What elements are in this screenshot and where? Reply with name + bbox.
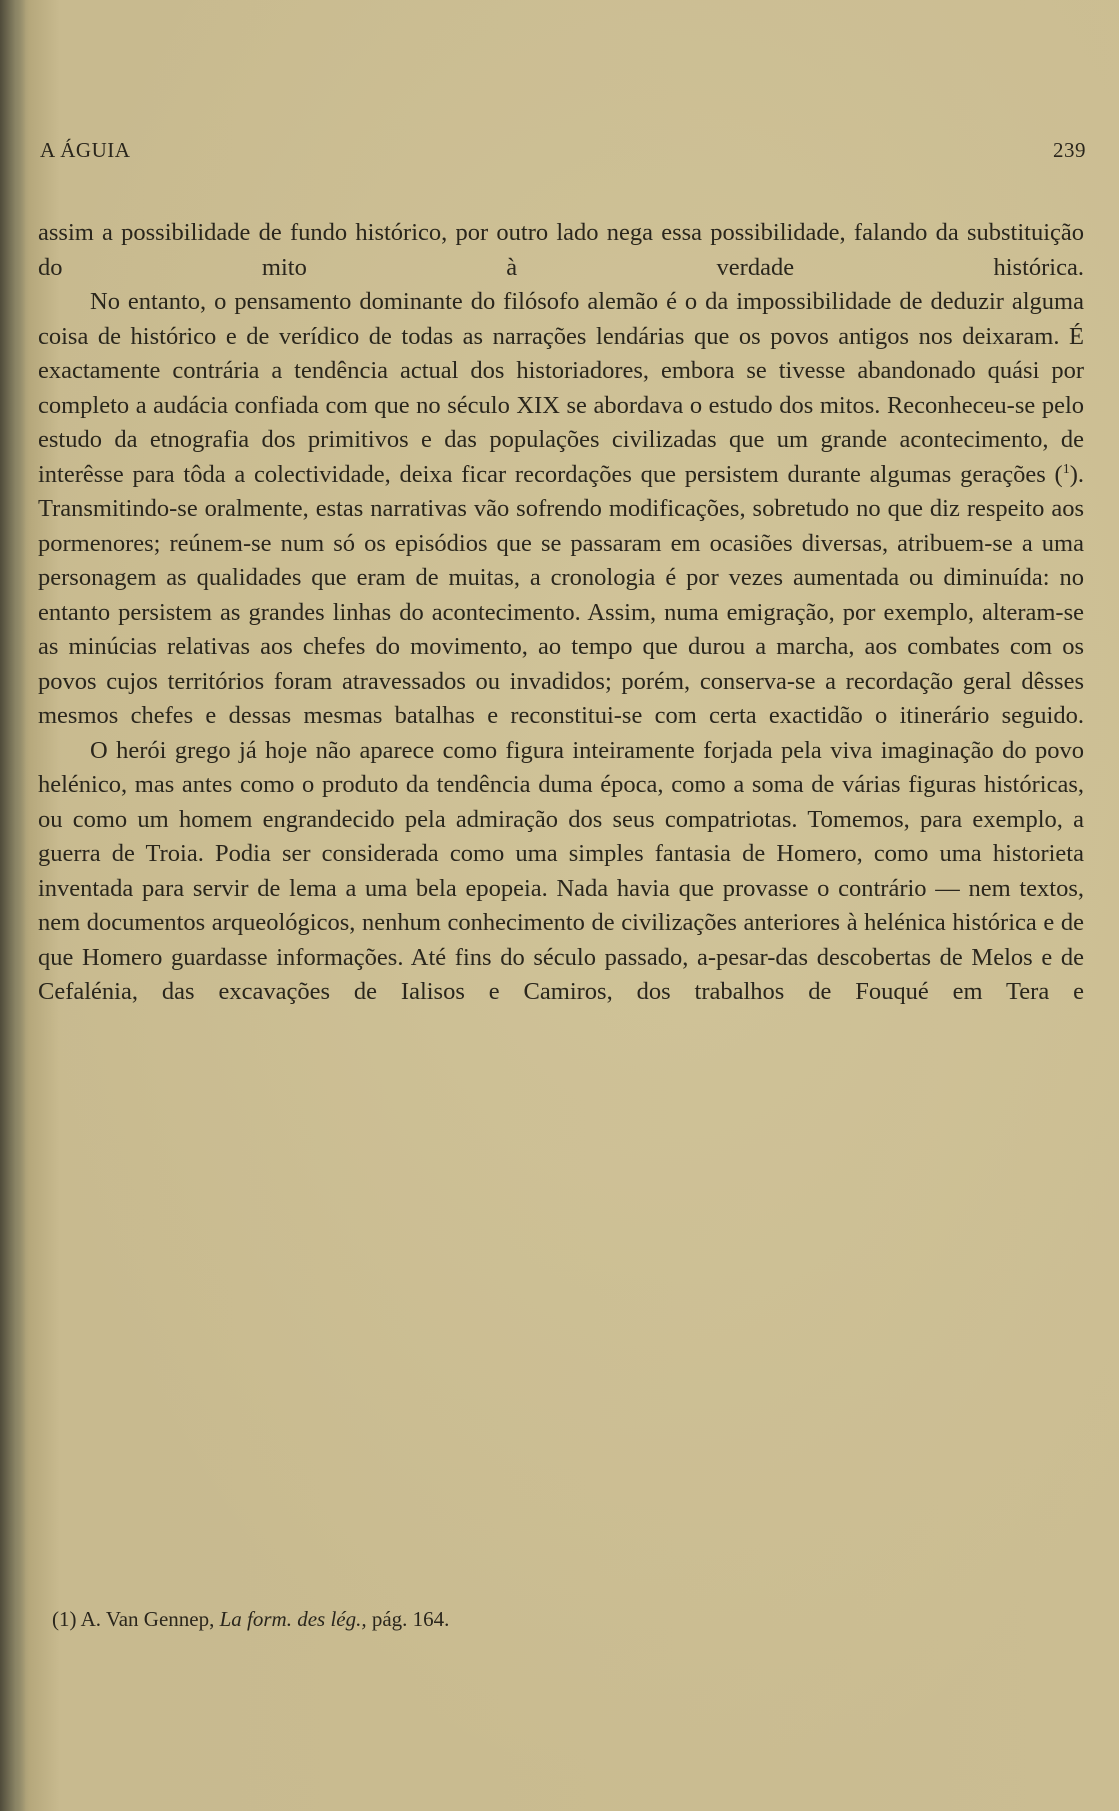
footnote-author: A. Van Gennep,	[80, 1607, 215, 1631]
paragraph-text-part: No entanto, o pensamento dominante do filósofo alemão é o da impossibilidade de deduzir alguma coisa de histórico e de verídico de todas as narrações lendárias que os povos antigos nos deixaram. É exactamente contrária a tendência actual dos historiadores, embora se tivesse abandonado quási por completo a audácia confiada com que no século XIX se abordava o estudo dos mitos. Reconheceu-se pelo estudo da etnografia dos primitivos e das populações civilizadas que um grande acontecimento, de interêsse para tôda a colectividade, deixa ficar recordações que persistem durante algumas gerações (	[38, 288, 1084, 488]
page-binding-edge	[0, 0, 26, 1811]
paragraph-greek-hero: O herói grego já hoje não aparece como figura inteiramente forjada pela viva imaginação do povo helénico, mas antes como o produto da tendência duma época, como a soma de várias figuras históricas, ou como um homem engrandecido pela admiração dos seus compatriotas. Tomemos, para exemplo, a guerra de Troia. Podia ser considerada como uma simples fantasia de Homero, como uma historieta inventada para servir de lema a uma bela epopeia. Nada havia que provasse o contrário — nem textos, nem documentos arqueológicos, nenhum conhecimento de civilizações anteriores à helénica histórica e de que Homero guardasse informações. Até fins do século passado, a-pesar-das descobertas de Melos e de Cefalénia, das excavações de Ialisos e Camiros, dos trabalhos de Fouqué em Tera e	[38, 736, 1084, 1005]
footnote-ref: 1	[1062, 461, 1070, 477]
paragraph-continuation: assim a possibilidade de fundo histórico, por outro lado nega essa possibilidade, falando da substituição do mito à verdade histórica.	[38, 219, 1084, 281]
footnote-page: pág. 164.	[371, 1607, 450, 1631]
body-text	[38, 216, 1084, 1010]
page-number: 239	[1053, 138, 1086, 162]
paragraph-philosopher	[38, 285, 1084, 734]
footnote-work: La form. des lég.,	[219, 1607, 367, 1631]
journal-title: A ÁGUIA	[40, 138, 131, 162]
footnote-marker: (1)	[52, 1607, 77, 1631]
footnote	[52, 1605, 1052, 1633]
paragraph-text-part: ). Transmitindo-se oralmente, estas narrativas vão sofrendo modificações, sobretudo no que diz respeito aos pormenores; reúnem-se num só os episódios que se passaram em ocasiões diversas, atribuem-se a uma personagem as qualidades que eram de muitas, a cronologia é por vezes aumentada ou diminuída: no entanto persistem as grandes linhas do acontecimento. Assim, numa emigração, por exemplo, alteram-se as minúcias relativas aos chefes do movimento, ao tempo que durou a marcha, aos combates com os povos cujos territórios foram atravessados ou invadidos; porém, conserva-se a recordação geral dêsses mesmos chefes e dessas mesmas batalhas e reconstitui-se com certa exactidão o itinerário seguido.	[38, 460, 1084, 729]
